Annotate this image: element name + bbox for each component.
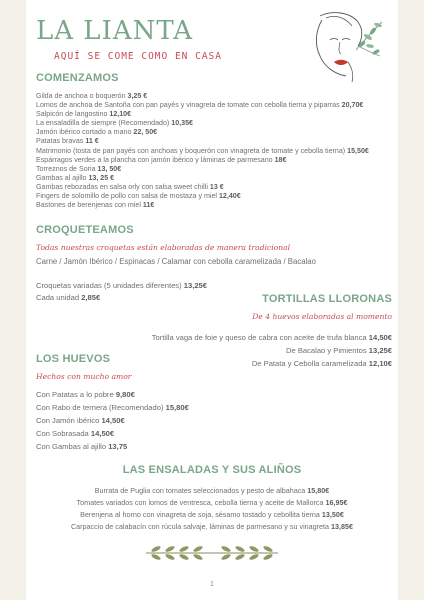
menu-item: Con Gambas al ajillo 13,75 [36,442,128,451]
menu-item: Con Sobrasada 14,50€ [36,429,115,438]
menu-page [26,0,398,600]
menu-item: Con Jamón ibérico 14,50€ [36,416,125,425]
huevos-subtitle: Hechos con mucho amor [36,372,132,381]
menu-item: Burrata de Puglia con tomates seleccionados y pesto de albahaca 15,80€ [94,486,330,495]
menu-item: Matrimonio (tosta de pan payés con anchoas y boquerón con vinagreta de tomate y cebolla tierna) 15,50€ [36,146,369,155]
menu-item: Tortilla vaga de foie y queso de cabra con aceite de trufa blanca 14,50€ [151,333,392,342]
menu-item: Fingers de solomillo de pollo con salsa de mostaza y miel 12,40€ [36,192,241,201]
page-number: 1 [210,581,214,588]
section-title-ensaladas: LAS ENSALADAS Y SUS ALIÑOS [122,464,302,476]
menu-item: Torreznos de Soria 13, 50€ [36,164,122,173]
menu-item: Gambas rebozadas en salsa orly con salsa sweet chilli 13 € [36,182,224,191]
menu-item: La ensaladilla de siempre (Recomendado) 10,35€ [36,119,193,128]
menu-item: Espárragos verdes a la plancha con jamón ibérico y láminas de parmesano 18€ [36,155,287,164]
section-title-tortillas: TORTILLAS LLORONAS [262,293,392,305]
restaurant-tagline: AQUÍ SE COME COMO EN CASA [54,51,222,62]
menu-item: Berenjena al horno con vinagreta de soja, sésamo tostado y cebollita tierna 13,50€ [80,510,344,519]
menu-item: De Patata y Cebolla caramelizada 12,10€ [251,359,392,368]
menu-item: Lomos de anchoa de Santoña con pan payés y vinagreta de tomate con cebolla tierna y piparras 20,70€ [36,101,364,110]
section-title-comenzamos: COMENZAMOS [36,72,119,84]
section-title-croqueteamos: CROQUETEAMOS [36,224,134,236]
menu-item: Patatas bravas 11 € [36,137,99,146]
menu-item: Carpaccio de calabacín con rúcula salvaje, láminas de parmesano y su vinagreta 13,85€ [70,522,354,531]
menu-item: Con Patatas a lo pobre 9,80€ [36,390,135,399]
tortillas-subtitle: De 4 huevos elaboradas al momento [252,312,392,321]
menu-item: Salpicón de langostino 12,10€ [36,110,132,119]
section-title-huevos: LOS HUEVOS [36,353,111,365]
woman-face-logo-icon [312,10,388,90]
menu-item: Cada unidad 2,85€ [36,293,101,302]
menu-item: Tomates variados con lomos de ventresca, cebolla tierna y aceite de Mallorca 16,95€ [76,498,348,507]
croquetas-flavors: Carne / Jamón Ibérico / Espinacas / Calamar con cebolla caramelizada / Bacalao [36,257,316,266]
menu-item: Bastones de berenjenas con miel 11€ [36,201,155,210]
olive-branch-divider-icon [142,542,282,564]
menu-item: Gambas al ajillo 13, 25 € [36,173,115,182]
restaurant-name: LA LIANTA [36,16,194,46]
menu-item: Con Rabo de ternera (Recomendado) 15,80€ [36,403,189,412]
comenzamos-list [36,92,369,210]
menu-item: De Bacalao y Pimientos 13,25€ [286,346,392,355]
menu-item: Gilda de anchoa o boquerón 3,25 € [36,92,148,100]
croqueteamos-subtitle: Todas nuestras croquetas están elaboradas de manera tradicional [36,243,291,252]
ensaladas-list [26,485,398,533]
menu-item: Jamón ibérico cortado a mano 22, 50€ [36,128,158,137]
menu-item: Croquetas variadas (5 unidades diferentes) 13,25€ [36,281,207,290]
